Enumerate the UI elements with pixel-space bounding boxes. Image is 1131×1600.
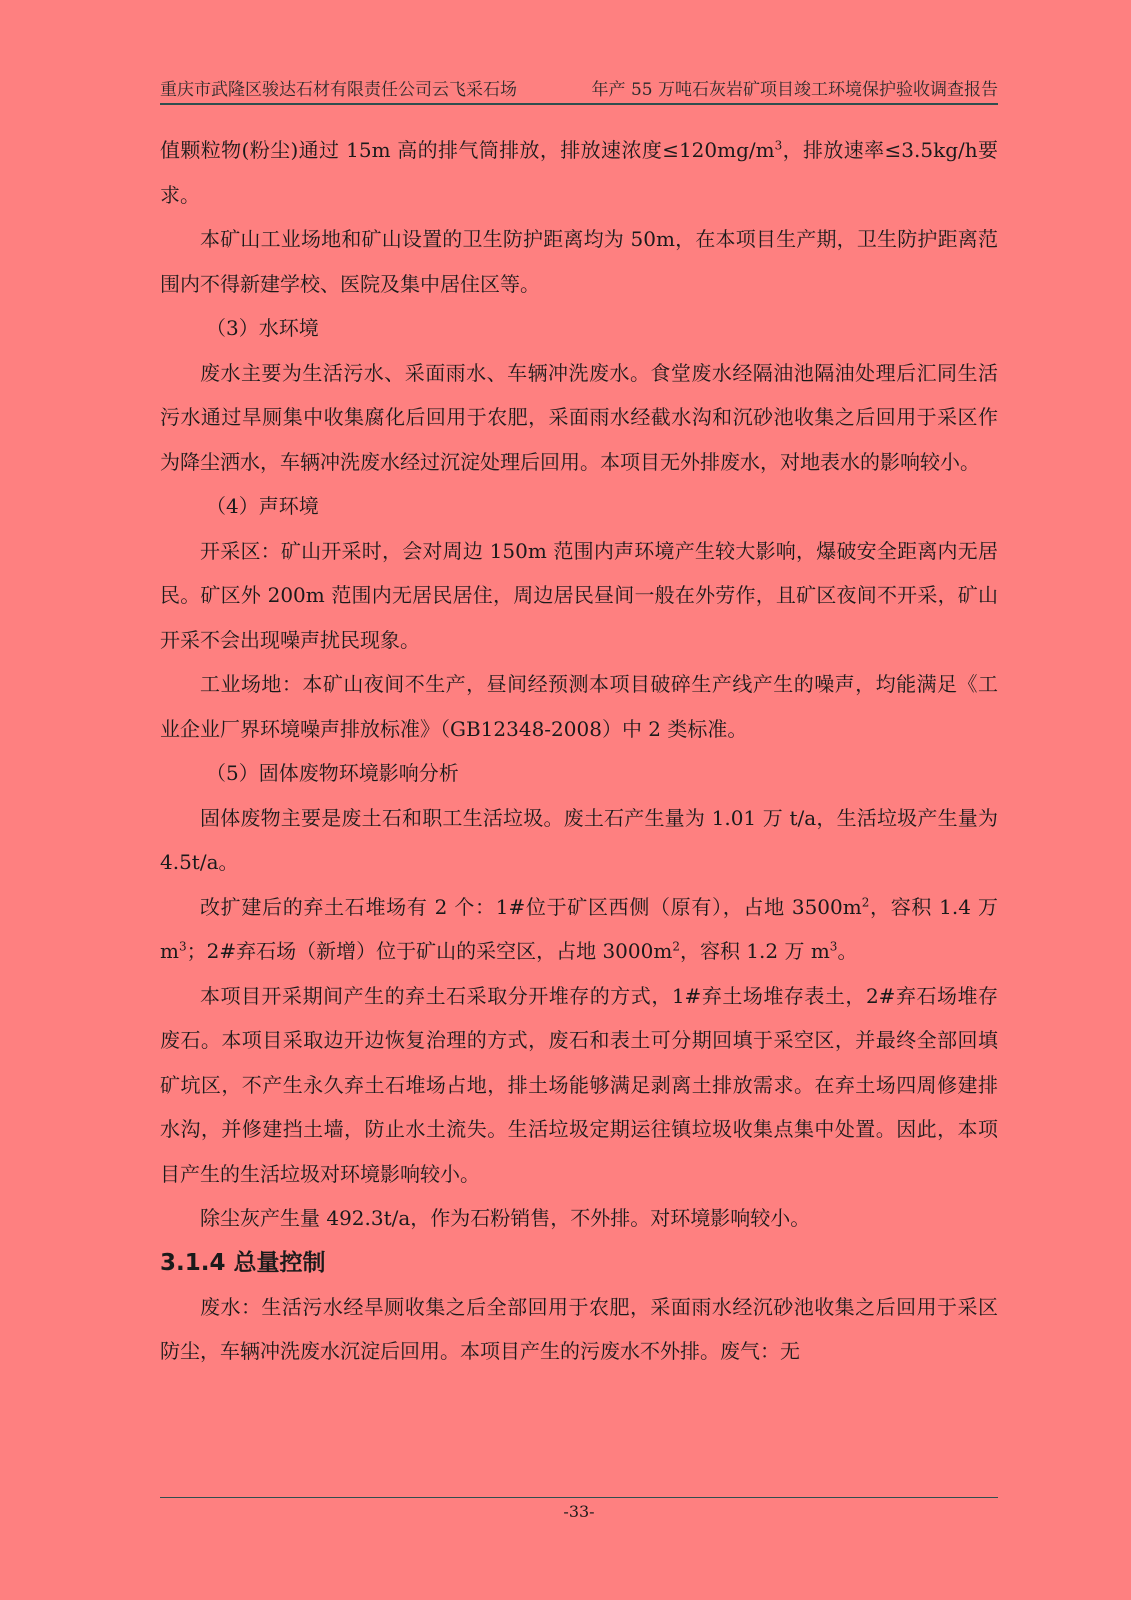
- section-heading-total-control: 3.1.4 总量控制: [160, 1249, 326, 1276]
- paragraph-dust-ash: 除尘灰产生量 492.3t/a，作为石粉销售，不外排。对环境影响较小。: [200, 1206, 811, 1230]
- paragraph-dump-sites: 改扩建后的弃土石堆场有 2 个：1#位于矿区西侧（原有），占地 $3500m^2$，容积 1.4 万 $m^3$；2#弃石场（新增）位于矿山的采空区，占地 $3000m^2$，容积 1.2 万 $m^3$。: [160, 894, 998, 963]
- paragraph-health-distance: 本矿山工业场地和矿山设置的卫生防护距离均为 50m，在本项目生产期，卫生防护距离范围内不得新建学校、医院及集中居住区等。: [160, 227, 998, 296]
- page-number: -33-: [563, 1502, 595, 1521]
- paragraph-total-control: 废水：生活污水经旱厕收集之后全部回用于农肥，采面雨水经沉砂池收集之后回用于采区防尘，车辆冲洗废水沉淀后回用。本项目产生的污废水不外排。废气：无: [160, 1294, 998, 1363]
- document-body: [160, 128, 998, 1374]
- heading-acoustic-environment: （4）声环境: [206, 494, 319, 518]
- heading-water-environment: （3）水环境: [206, 316, 319, 340]
- paragraph-wastewater: 废水主要为生活污水、采面雨水、车辆冲洗废水。食堂废水经隔油池隔油处理后汇同生活污水通过旱厕集中收集腐化后回用于农肥，采面雨水经截水沟和沉砂池收集之后回用于采区作为降尘洒水，车辆冲洗废水经过沉淀处理后回用。本项目无外排废水，对地表水的影响较小。: [160, 360, 998, 474]
- paragraph-industrial-site-noise: 工业场地：本矿山夜间不生产，昼间经预测本项目破碎生产线产生的噪声，均能满足《工业企业厂界环境噪声排放标准》（GB12348-2008）中 2 类标准。: [160, 672, 998, 741]
- paragraph-emission: 值颗粒物(粉尘)通过 15m 高的排气筒排放，排放速浓度$\le 120mg/m^3$，排放速率≤3.5kg/h要求。: [160, 138, 999, 207]
- header-company: 重庆市武隆区骏达石材有限责任公司云飞采石场: [160, 80, 517, 100]
- paragraph-dump-management: 本项目开采期间产生的弃土石采取分开堆存的方式，1#弃土场堆存表土，2#弃石场堆存废石。本项目采取边开边恢复治理的方式，废石和表土可分期回填于采空区，并最终全部回填矿坑区，不产生永久弃土石堆场占地，排土场能够满足剥离土排放需求。在弃土场四周修建排水沟，并修建挡土墙，防止水土流失。生活垃圾定期运往镇垃圾收集点集中处置。因此，本项目产生的生活垃圾对环境影响较小。: [160, 983, 998, 1186]
- footer-divider: [160, 1497, 998, 1498]
- heading-solid-waste: （5）固体废物环境影响分析: [206, 761, 459, 785]
- header-report-title: 年产 55 万吨石灰岩矿项目竣工环境保护验收调查报告: [591, 80, 998, 100]
- paragraph-mining-area-noise: 开采区：矿山开采时，会对周边 150m 范围内声环境产生较大影响，爆破安全距离内无居民。矿区外 200m 范围内无居民居住，周边居民昼间一般在外劳作，且矿区夜间不开采，矿山开采不会出现噪声扰民现象。: [160, 538, 998, 652]
- paragraph-solid-waste-amount: 固体废物主要是废土石和职工生活垃圾。废土石产生量为 1.01 万 t/a，生活垃圾产生量为 4.5t/a。: [160, 805, 998, 874]
- page-header: [160, 74, 998, 105]
